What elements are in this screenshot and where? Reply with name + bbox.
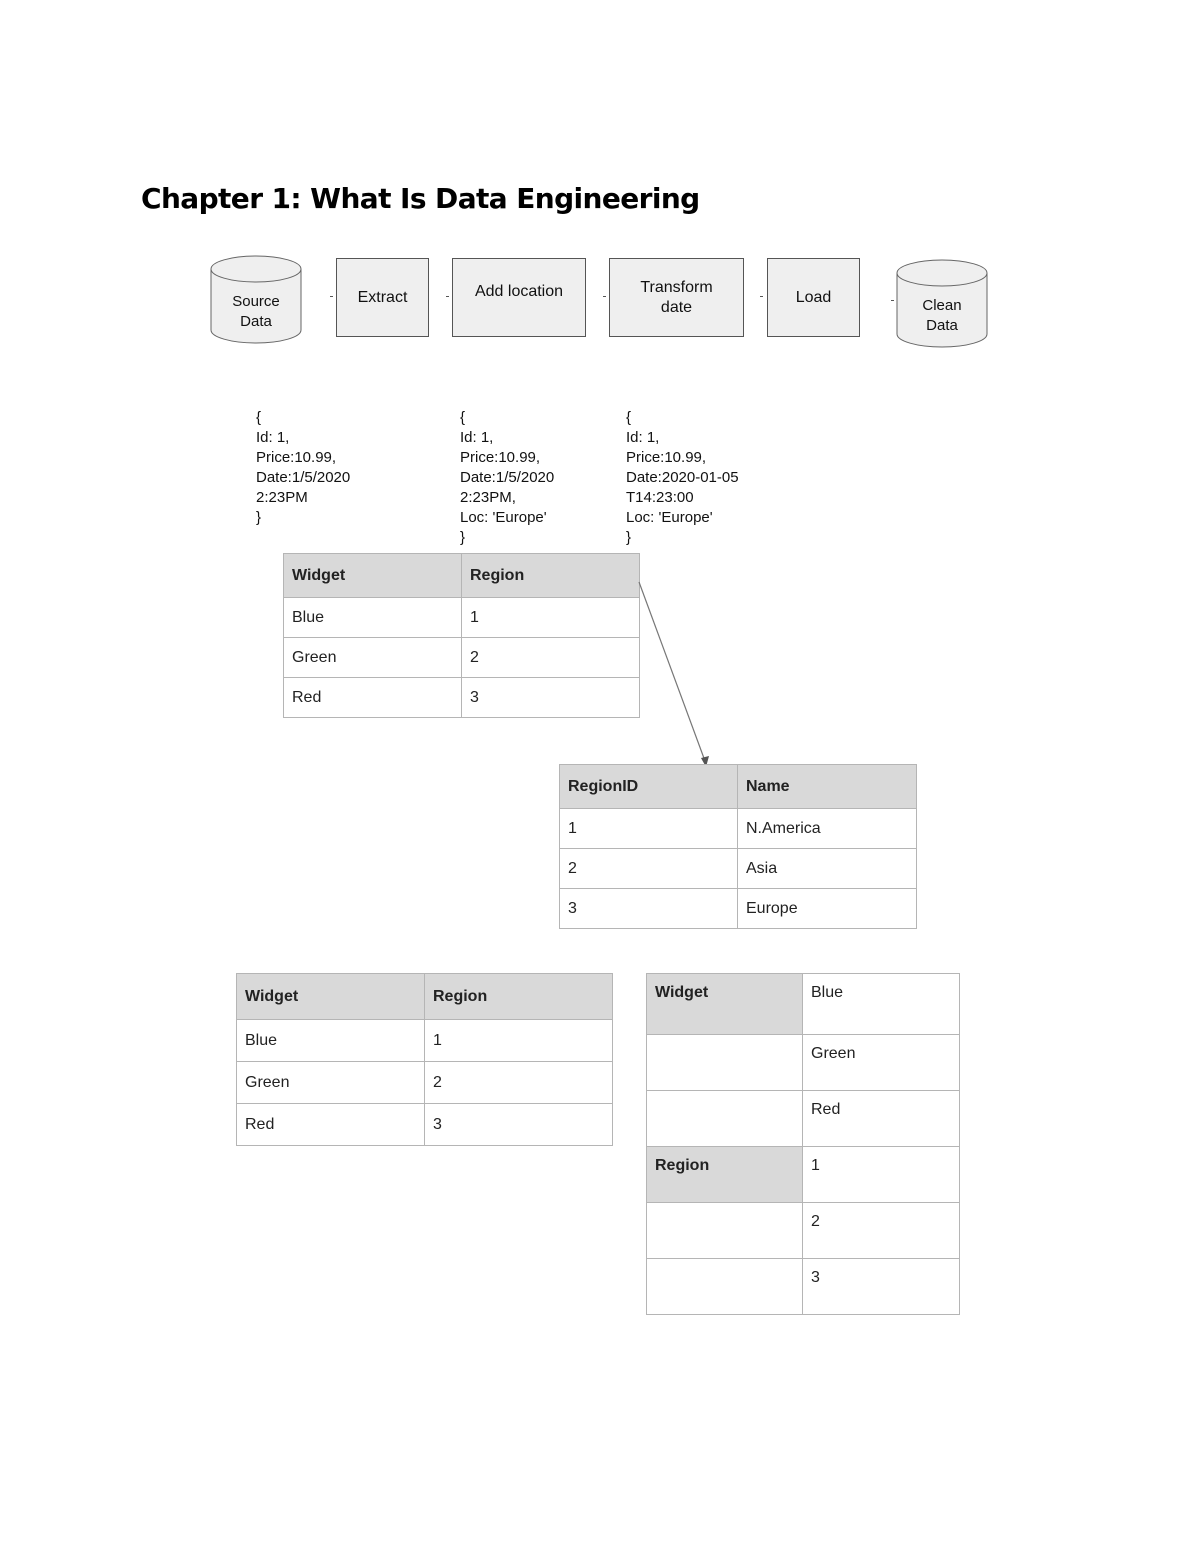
etl-pipeline-diagram	[205, 250, 995, 355]
connector-dot	[330, 296, 333, 297]
relationship-arrow	[630, 575, 720, 775]
table-cell: 3	[462, 678, 640, 718]
region-table	[559, 764, 917, 929]
table-row	[560, 889, 917, 929]
table-cell: 2	[462, 638, 640, 678]
table-row	[237, 1020, 613, 1062]
extract-label: Extract	[357, 288, 408, 306]
table-cell: 3	[560, 889, 738, 929]
table-cell: Green	[237, 1062, 425, 1104]
table-cell: 1	[560, 809, 738, 849]
table-header: Region	[425, 974, 613, 1020]
add-location-label: Add location	[474, 283, 564, 300]
table-cell: Green	[803, 1035, 960, 1091]
table-header: Region	[462, 554, 640, 598]
table-cell	[647, 1091, 803, 1147]
load-label: Load	[795, 288, 832, 306]
table-cell: Blue	[803, 974, 960, 1035]
table-cell: 2	[803, 1203, 960, 1259]
table-row	[284, 678, 640, 718]
table-row	[560, 809, 917, 849]
table-header: Name	[738, 765, 917, 809]
transform-date-step: Transform date	[609, 258, 744, 337]
table-cell: Red	[237, 1104, 425, 1146]
table-cell	[647, 1259, 803, 1315]
table-cell: Asia	[738, 849, 917, 889]
table-header-row	[560, 765, 917, 809]
table-cell: 1	[803, 1147, 960, 1203]
connector-dot	[446, 296, 449, 297]
page-title: Chapter 1: What Is Data Engineering	[141, 182, 700, 215]
table-cell: Green	[284, 638, 462, 678]
table-header: RegionID	[560, 765, 738, 809]
table-row	[237, 1062, 613, 1104]
table-cell	[647, 1203, 803, 1259]
table-cell: Blue	[284, 598, 462, 638]
table-cell: 2	[560, 849, 738, 889]
row-oriented-table	[236, 973, 613, 1146]
table-header-row	[284, 554, 640, 598]
table-cell: Red	[284, 678, 462, 718]
transformed-record: { Id: 1, Price:10.99, Date:2020-01-05 T14:23:00 Loc: 'Europe' }	[626, 409, 739, 546]
table-cell: N.America	[738, 809, 917, 849]
table-cell: 2	[425, 1062, 613, 1104]
table-row	[560, 849, 917, 889]
table-header-row	[237, 974, 613, 1020]
table-cell: 3	[425, 1104, 613, 1146]
widget-table	[283, 553, 640, 718]
table-cell: 3	[803, 1259, 960, 1315]
table-row	[647, 1259, 960, 1315]
extract-step	[336, 258, 429, 337]
table-row	[237, 1104, 613, 1146]
table-header: Widget	[284, 554, 462, 598]
table-header: Widget	[647, 974, 803, 1035]
table-row	[284, 638, 640, 678]
load-step	[767, 258, 860, 337]
add-location-step	[452, 258, 586, 337]
connector-dot	[760, 296, 763, 297]
table-row	[647, 1091, 960, 1147]
column-oriented-table	[646, 973, 960, 1315]
table-row	[647, 1203, 960, 1259]
table-row	[647, 1147, 960, 1203]
source-data-label: Source Data	[232, 293, 280, 330]
table-header: Region	[647, 1147, 803, 1203]
table-cell: 1	[425, 1020, 613, 1062]
table-row	[284, 598, 640, 638]
connector-dot	[603, 296, 606, 297]
table-cell	[647, 1035, 803, 1091]
table-cell: Blue	[237, 1020, 425, 1062]
table-cell: Europe	[738, 889, 917, 929]
table-header: Widget	[237, 974, 425, 1020]
table-row	[647, 974, 960, 1035]
raw-record: { Id: 1, Price:10.99, Date:1/5/2020 2:23PM }	[256, 409, 351, 526]
table-row	[647, 1035, 960, 1091]
table-cell: 1	[462, 598, 640, 638]
clean-data-label: Clean Data	[922, 297, 962, 334]
located-record: { Id: 1, Price:10.99, Date:1/5/2020 2:23PM, Loc: 'Europe' }	[460, 409, 555, 546]
table-cell: Red	[803, 1091, 960, 1147]
